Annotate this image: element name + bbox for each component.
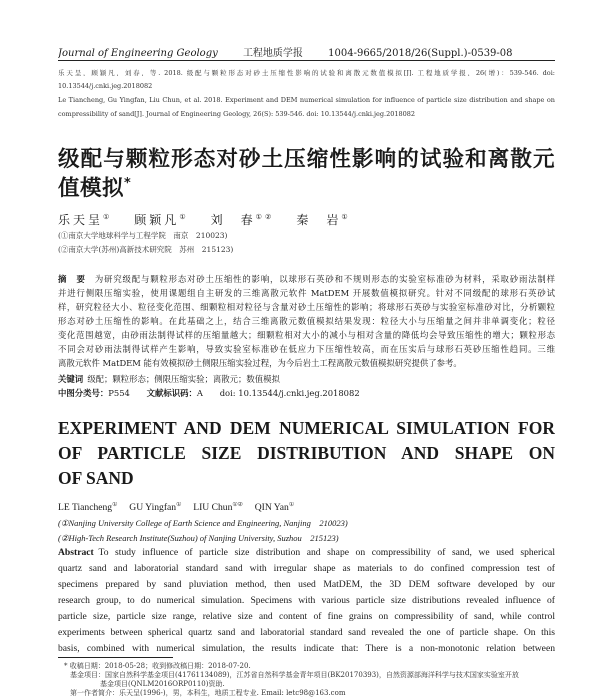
keywords-cn: 关键词 级配；颗粒形态；侧限压缩实验；离散元；数值模拟 xyxy=(58,374,280,384)
author: 刘 春①② xyxy=(210,212,275,227)
issn: 1004-9665/2018/26(Suppl.)-0539-08 xyxy=(328,48,513,59)
abstract-cn-line: 样，研究粒径大小、粒径变化范围、细颗粒相对粒径与含量对砂土压缩性的影响；将球形石英砂与实验室标准砂对比，分析颗粒 xyxy=(58,302,555,312)
header-rule xyxy=(58,60,555,61)
authors-en xyxy=(58,502,555,513)
footnote-funding: 基金项目：国家自然科学基金项目(41761134089)，江苏省自然科学基金青年项目(BK20170393)，自然资源部海洋科学与技术国家实验室开放 xyxy=(70,671,519,679)
affiliation-en-2: (②High-Tech Research Institute(Suzhou) of Nanjing University, Suzhou 215123) xyxy=(58,533,339,543)
abstract-en-line: particle size, particle size range, relative size and content of fine grains on compressibility of sand, while control xyxy=(58,611,555,622)
abstract-en-line: specimens prepared by sand pluviation method, then used MatDEM, the 3D DEM software developed by our xyxy=(58,579,555,590)
title-en-1: EXPERIMENT AND DEM NUMERICAL SIMULATION FOR xyxy=(58,418,555,438)
abstract-en-line: quartz sand and laboratorial standard sand with irregular shape as materials to do confined compression test of xyxy=(58,563,555,574)
footnote-rule xyxy=(58,657,173,658)
affiliation-en-1: (①Nanjing University College of Earth Science and Engineering, Nanjing 210023) xyxy=(58,518,348,528)
citation-en-2: compressibility of sand[J]. Journal of Engineering Geology, 26(S): 539-546. doi: 10.13544/j.cnki.jeg.2018082 xyxy=(58,110,416,118)
abstract-cn-line: 离散元软件 MatDEM 能有效模拟砂土侧限压缩实验过程，为今后岩土工程离散元数值模拟研究提供了参考。 xyxy=(58,358,462,368)
title-en-3: OF SAND xyxy=(58,468,134,488)
abstract-cn-line: 形态对砂土压缩性的影响。在此基础之上，结合三维离散元数值模拟结果发现：粒径大小与压缩量之间并非单调变化；粒径 xyxy=(58,316,555,326)
author: LE Tiancheng① xyxy=(58,502,118,514)
abstract-cn-line: 不同会对砂雨法制得试样产生影响，导致实验室标准砂在低应力下压缩性较高，而在压实后与球形石英砂压缩性趋同。三维 xyxy=(58,344,555,354)
author: 秦 岩① xyxy=(296,212,351,227)
abstract-en-line: research group, to do numerical simulation. Specimens with various particle size distributions revealed influence of xyxy=(58,595,555,606)
footnote-received: * 收稿日期：2018-05-28；收到修改稿日期：2018-07-20. xyxy=(64,662,251,670)
author: 顾颖凡① xyxy=(134,212,189,227)
footnote-funding-cont: 基金项目(QNLM2016ORP0110)资助. xyxy=(100,680,225,688)
title-cn-2 xyxy=(58,171,555,202)
citation-cn-1: 乐天呈，顾颖凡，刘春，等. 2018. 级配与颗粒形态对砂土压缩性影响的试验和离散元数值模拟[J]. 工程地质学报，26(增)：539-546. doi: xyxy=(58,69,555,77)
author: LIU Chun①② xyxy=(193,502,243,514)
abstract-cn-label: 摘 要 xyxy=(58,274,86,284)
running-header xyxy=(58,44,555,59)
title-cn-2-text: 值模拟 xyxy=(58,176,125,201)
citation-en-1: Le Tiancheng, Gu Yingfan, Liu Chun, et al. 2018. Experiment and DEM numerical simulation for influence of particle size distribution and shape on xyxy=(58,96,555,104)
classification: 中图分类号：P554 文献标识码：A doi: 10.13544/j.cnki.jeg.2018082 xyxy=(58,388,360,398)
journal-name-en: Journal of Engineering Geology xyxy=(58,48,218,59)
journal-name-cn: 工程地质学报 xyxy=(242,48,303,59)
abstract-cn-line: 并进行侧限压缩实验，使用课题组自主研发的三维离散元软件 MatDEM 开展数值模拟研究。针对不同级配的球形石英砂试 xyxy=(58,288,555,298)
author: 乐天呈① xyxy=(58,212,113,227)
abstract-en-label: Abstract xyxy=(58,547,94,558)
abstract-en-line: experiments between spherical quartz sand and laboratorial standard sand revealed the one of particle shape. On this xyxy=(58,627,555,638)
author: GU Yingfan① xyxy=(129,502,182,514)
abstract-cn-line: 摘 要 为研究级配与颗粒形态对砂土压缩性的影响，以球形石英砂和不规则形态的实验室标准砂为材料，采取砂雨法制样 xyxy=(58,274,555,284)
abstract-en-line: basis, combined with numerical simulation, the results indicate that: There is a non-monotonic relation between xyxy=(58,643,555,654)
title-cn-1: 级配与颗粒形态对砂土压缩性影响的试验和离散元 xyxy=(58,147,555,170)
title-footnote-mark: * xyxy=(124,175,132,191)
affiliation-cn-2: (②南京大学(苏州)高新技术研究院 苏州 215123) xyxy=(58,245,234,254)
authors-cn xyxy=(58,211,555,228)
author: QIN Yan① xyxy=(254,502,294,514)
affiliation-cn-1: (①南京大学地球科学与工程学院 南京 210023) xyxy=(58,231,228,240)
title-en-2: OF PARTICLE SIZE DISTRIBUTION AND SHAPE ON xyxy=(58,443,555,463)
abstract-en-line: Abstract To study influence of particle size distribution and shape on compressibility of sand, we used spherical xyxy=(58,547,555,558)
abstract-cn-line: 变化范围越宽，由砂雨法制得试样的压缩量越大；细颗粒相对大小的减小与相对含量的降低均会导致压缩性的增大；颗粒形态 xyxy=(58,330,555,340)
footnote-author: 第一作者简介：乐天呈(1996-)，男，本科生，地质工程专业. Email: letc98@163.com xyxy=(70,689,346,697)
citation-cn-2: 10.13544/j.cnki.jeg.2018082 xyxy=(58,82,153,90)
